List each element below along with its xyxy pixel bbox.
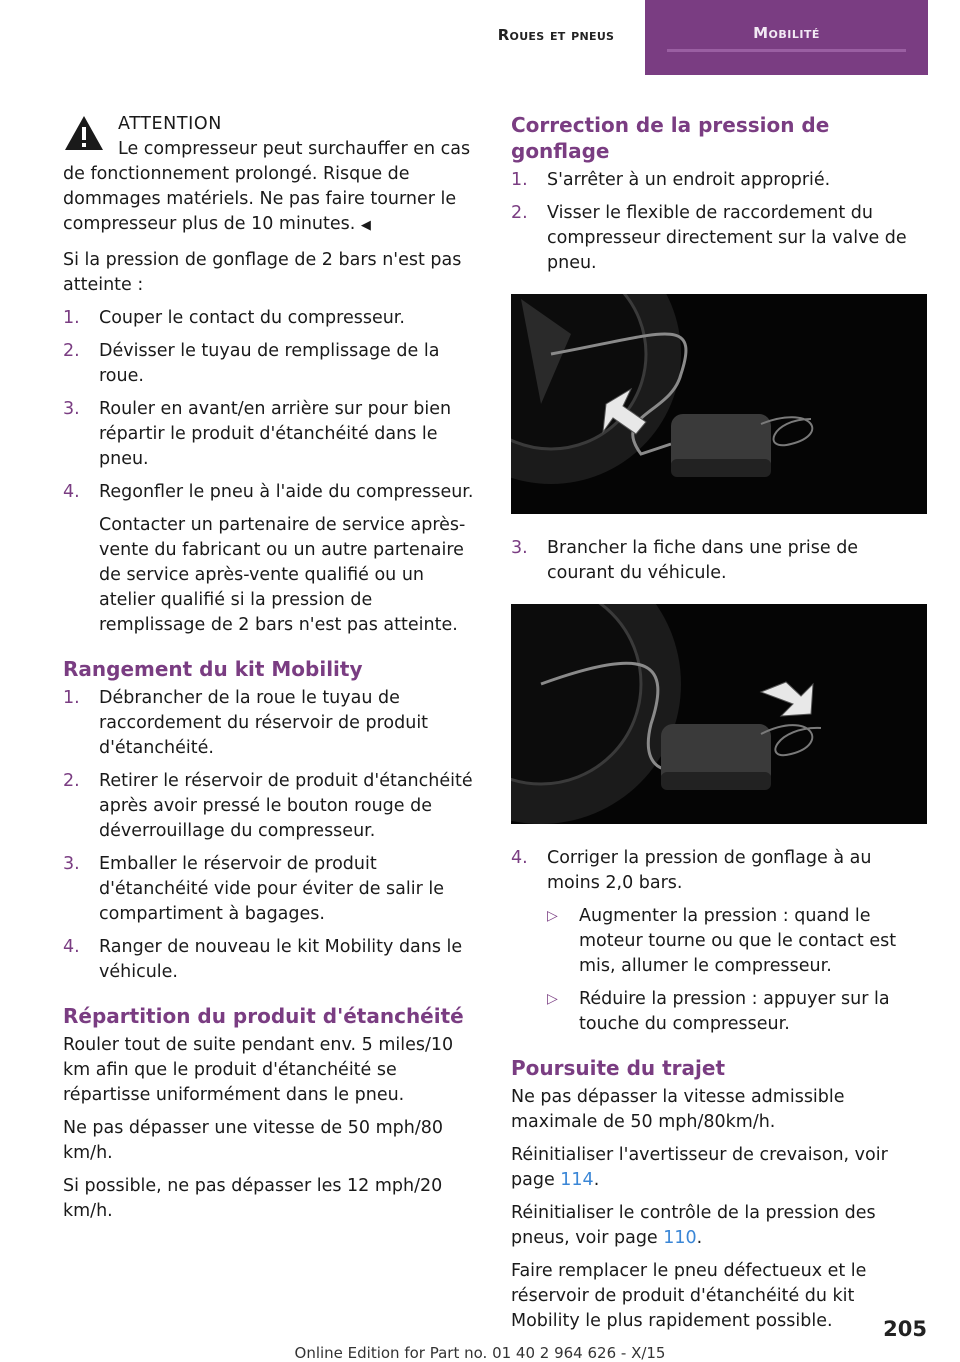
storage-list bbox=[63, 686, 479, 985]
warning-text: de fonctionnement prolongé. Risque de dommages matériels. Ne pas faire tourner le compresseur plus de 10 minutes. bbox=[63, 164, 457, 234]
list-item: 1. Débrancher de la roue le tuyau de raccordement du réservoir de produit d'étanchéité. bbox=[63, 688, 429, 758]
intro-paragraph: Si la pression de gonflage de 2 bars n'est pas atteinte : bbox=[63, 250, 462, 295]
end-mark-icon: ◀ bbox=[360, 218, 371, 233]
sub-list bbox=[547, 904, 927, 1037]
edition-text: Online Edition for Part no. 01 40 2 964 626 - X/15 bbox=[294, 1344, 666, 1362]
warning-triangle-icon bbox=[63, 114, 105, 152]
list-item: 4. Regonfler le pneu à l'aide du compresseur. Contacter un partenaire de service après-vente du fabricant ou un autre partenaire de service après-vente qualifié ou un atelier qualifié si la pression de remplissage de 2 bars n'est pas atteinte. bbox=[63, 480, 479, 638]
compressor-valve-image bbox=[511, 294, 927, 514]
heading-distribution: Répartition du produit d'étanchéité bbox=[63, 1004, 464, 1028]
list-item: 4. Ranger de nouveau le kit Mobility dans le véhicule. bbox=[63, 937, 463, 982]
sub-list-item: ▷ Augmenter la pression : quand le moteur tourne ou que le contact est mis, allumer le compresseur. bbox=[547, 906, 897, 976]
chapter-title: Mobilité bbox=[753, 24, 820, 42]
heading-correction: Correction de la pression de gonflage bbox=[511, 113, 830, 163]
paragraph: Réinitialiser l'avertisseur de crevaison, voir page 114. bbox=[511, 1145, 888, 1190]
left-column bbox=[63, 112, 479, 1232]
triangle-bullet-icon: ▷ bbox=[547, 991, 558, 1007]
section-title: Roues et pneus bbox=[497, 26, 615, 44]
list-item: 3. Brancher la fiche dans une prise de courant du véhicule. bbox=[511, 538, 859, 583]
warning-text-first: Le compresseur peut surchauffer en cas bbox=[118, 139, 471, 159]
correction-list-2 bbox=[511, 536, 927, 586]
heading-storage: Rangement du kit Mobility bbox=[63, 657, 363, 681]
warning-title: ATTENTION bbox=[118, 114, 222, 134]
paragraph: Ne pas dépasser une vitesse de 50 mph/80 km/h. bbox=[63, 1118, 444, 1163]
list-item: 4. Corriger la pression de gonflage à au moins 2,0 bars. ▷ Augmenter la pression : quand le moteur tourne ou que le contact est mis, allumer le compresseur. ▷ Réduire la pression : appuyer sur la touche du compresseur. bbox=[511, 846, 927, 1037]
step-note: Contacter un partenaire de service après-vente du fabricant ou un autre partenaire de service après-vente qualifié ou un atelier qualifié si la pression de remplissage de 2 bars n'est pas atteinte. bbox=[99, 515, 466, 635]
step-list bbox=[63, 306, 479, 638]
list-item: 2. Visser le flexible de raccordement du compresseur directement sur la valve de pneu. bbox=[511, 203, 907, 273]
list-item: 2. Dévisser le tuyau de remplissage de la roue. bbox=[63, 341, 440, 386]
sub-list-item: ▷ Réduire la pression : appuyer sur la touche du compresseur. bbox=[547, 989, 890, 1034]
list-item: 1. S'arrêter à un endroit approprié. bbox=[511, 170, 831, 190]
paragraph: Réinitialiser le contrôle de la pression des pneus, voir page 110. bbox=[511, 1203, 876, 1248]
correction-list-3 bbox=[511, 846, 927, 1037]
paragraph: Si possible, ne pas dépasser les 12 mph/20 km/h. bbox=[63, 1176, 443, 1221]
page-number: 205 bbox=[883, 1317, 927, 1341]
chapter-tab bbox=[645, 0, 928, 75]
warning-box bbox=[63, 112, 479, 238]
compressor-plug-image bbox=[511, 604, 927, 824]
list-item: 3. Emballer le réservoir de produit d'étanchéité vide pour éviter de salir le compartiment à bagages. bbox=[63, 854, 444, 924]
list-item: 3. Rouler en avant/en arrière sur pour bien répartir le produit d'étanchéité dans le pneu. bbox=[63, 399, 452, 469]
list-item: 2. Retirer le réservoir de produit d'étanchéité après avoir pressé le bouton rouge de déverrouillage du compresseur. bbox=[63, 771, 473, 841]
heading-continue: Poursuite du trajet bbox=[511, 1056, 726, 1080]
correction-list bbox=[511, 168, 927, 276]
triangle-bullet-icon: ▷ bbox=[547, 908, 558, 924]
paragraph: Faire remplacer le pneu défectueux et le réservoir de produit d'étanchéité du kit Mobility le plus rapidement possible. bbox=[511, 1261, 867, 1331]
right-column bbox=[511, 112, 927, 1342]
paragraph: Ne pas dépasser la vitesse admissible maximale de 50 mph/80km/h. bbox=[511, 1087, 845, 1132]
list-item: 1. Couper le contact du compresseur. bbox=[63, 308, 405, 328]
page-link-114[interactable]: 114 bbox=[560, 1170, 594, 1190]
paragraph: Rouler tout de suite pendant env. 5 miles/10 km afin que le produit d'étanchéité se répartisse uniformément dans le pneu. bbox=[63, 1035, 454, 1105]
page-link-110[interactable]: 110 bbox=[663, 1228, 697, 1248]
